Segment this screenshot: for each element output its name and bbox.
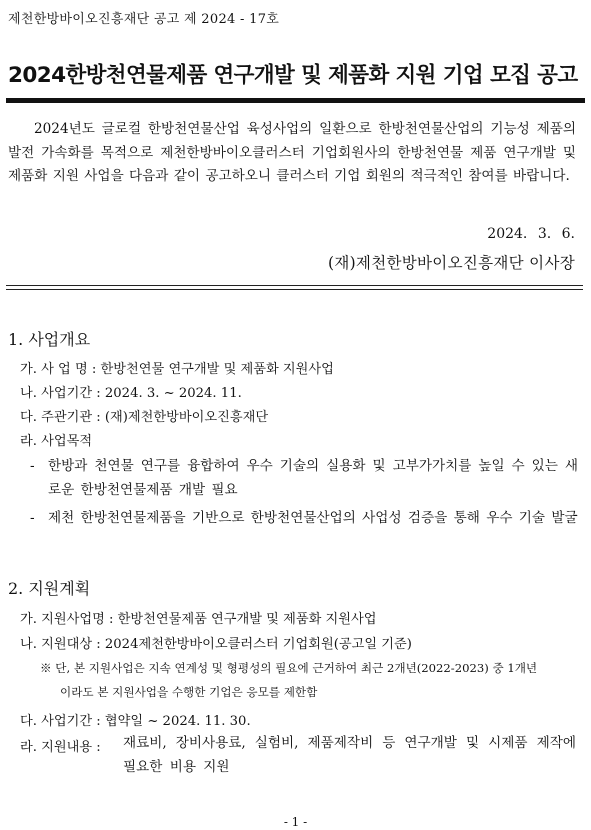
note-text: 이라도 본 지원사업을 수행한 기업은 응모를 제한함 <box>60 685 318 699</box>
list-item: 가. 사 업 명 : 한방천연물 연구개발 및 제품화 지원사업 <box>20 362 334 377</box>
list-item: 가. 지원사업명 : 한방천연물제품 연구개발 및 제품화 지원사업 <box>20 612 377 627</box>
purpose-item: 제천 한방천연물제품을 기반으로 한방천연물산업의 사업성 검증을 통해 우수 기술 발굴 <box>48 510 578 526</box>
list-item: 재료비, 장비사용료, 실험비, 제품제작비 등 연구개발 및 시제품 제작에 필요한 비용 지원 <box>123 735 576 775</box>
list-item: 다. 사업기간 : 협약일 ~ 2024. 11. 30. <box>20 714 251 729</box>
announcement-date: 2024. 3. 6. <box>487 226 575 242</box>
section-heading: 2. 지원계획 <box>8 579 91 598</box>
list-item: 나. 사업기간 : 2024. 3. ~ 2024. 11. <box>20 386 242 401</box>
note-text: ※ 단, 본 지원사업은 지속 연계성 및 형평성의 필요에 근거하여 최근 2개년(2022-2023) 중 1개년 <box>40 661 538 675</box>
issuer-name: (재)제천한방바이오진흥재단 이사장 <box>327 254 575 272</box>
list-item: 나. 지원대상 : 2024제천한방바이오클러스터 기업회원(공고일 기준) <box>20 637 412 652</box>
purpose-item: 한방과 천연물 연구를 융합하여 우수 기술의 실용화 및 고부가가치를 높일 수 있는 새로운 한방천연물제품 개발 필요 <box>48 458 578 498</box>
page-title: 2024한방천연물제품 연구개발 및 제품화 지원 기업 모집 공고 <box>8 63 578 88</box>
intro-paragraph <box>8 118 576 189</box>
bullet-dash: - <box>30 458 35 474</box>
section-heading: 1. 사업개요 <box>8 330 91 349</box>
bullet-dash: - <box>30 510 35 526</box>
list-item: 다. 주관기관 : (재)제천한방바이오진흥재단 <box>20 410 269 425</box>
divider-line <box>6 285 583 286</box>
divider-line <box>6 289 583 290</box>
document-number: 제천한방바이오진흥재단 공고 제 2024 - 17호 <box>8 12 280 27</box>
title-underline <box>6 98 585 103</box>
intro-text: 2024년도 글로컬 한방천연물산업 육성사업의 일환으로 한방천연물산업의 기능성 제품의 발전 가속화를 목적으로 제천한방바이오클러스터 기업회원사의 한방천연물 제품 연구개발 및 제품화 지원 사업을 다음과 같이 공고하오니 클러스터 기업 회원의 적극적인 참여를 바랍니다. <box>8 121 576 184</box>
list-item: 라. 사업목적 <box>20 434 93 449</box>
list-item-label: 라. 지원내용 : <box>20 740 101 755</box>
page-number: - 1 - <box>283 815 308 829</box>
